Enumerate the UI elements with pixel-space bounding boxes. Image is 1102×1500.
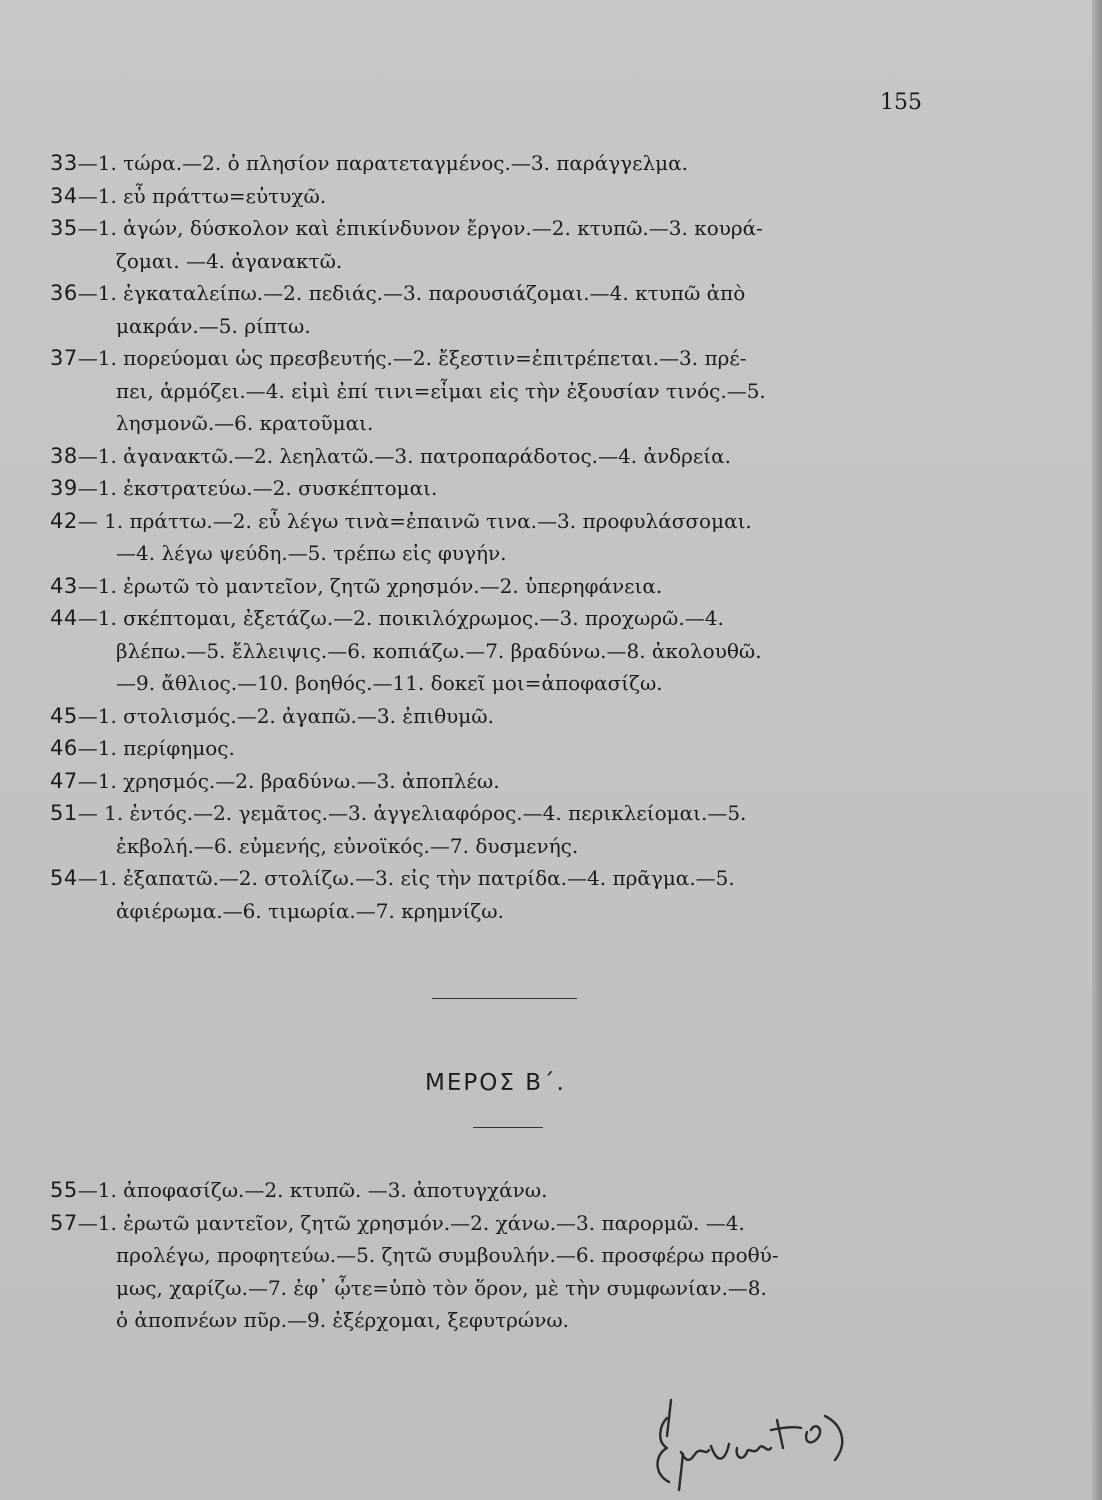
entry-text: —1. ἐγκαταλείπω.—2. πεδιάς.—3. παρουσιάζομαι.—4. κτυπῶ ἀπὸ [77, 281, 746, 305]
entry-text: —1. χρησμός.—2. βραδύνω.—3. ἀποπλέω. [77, 768, 500, 793]
entry-first-line [50, 212, 930, 245]
entry-first-line [50, 342, 930, 375]
entry-text: —1. ἐξαπατῶ.—2. στολίζω.—3. εἰς τὴν πατρίδα.—4. πρᾶγμα.—5. [77, 866, 735, 890]
entry-first-line [50, 570, 930, 603]
entry-first-line [50, 180, 930, 213]
section-title: ΜΕΡΟΣ Β΄. [425, 1070, 566, 1096]
entry-54 [50, 862, 930, 927]
entry-55 [50, 1174, 930, 1207]
entry-continuation-line: μακράν.—5. ρίπτω. [116, 313, 311, 338]
section-divider-top [432, 998, 577, 999]
entry-text: —1. στολισμός.—2. ἀγαπῶ.—3. ἐπιθυμῶ. [77, 703, 494, 728]
entry-46 [50, 732, 930, 765]
entry-text: —1. ἐρωτῶ μαντεῖον, ζητῶ χρησμόν.—2. χάνω.—3. παρορμῶ. —4. [77, 1210, 745, 1235]
entry-text: —1. πορεύομαι ὡς πρεσβευτής.—2. ἔξεστιν=ἐπιτρέπεται.—3. πρέ- [77, 346, 747, 370]
entry-number: 34 [50, 183, 78, 208]
entry-text: —1. ἐκστρατεύω.—2. συσκέπτομαι. [77, 476, 438, 500]
entry-first-line [50, 862, 930, 895]
entry-47 [50, 765, 930, 798]
entry-continuation-line: ἐκβολή.—6. εὐμενής, εὐνοϊκός.—7. δυσμενής. [116, 833, 579, 858]
entry-number: 39 [50, 476, 78, 500]
entry-first-line [50, 1174, 930, 1207]
entry-text: —1. ἀγανακτῶ.—2. λεηλατῶ.—3. πατροπαράδοτος.—4. ἀνδρεία. [77, 443, 731, 468]
entry-text: —1. ἀγών, δύσκολον καὶ ἐπικίνδυνον ἔργον.—2. κτυπῶ.—3. κουρά- [77, 216, 763, 240]
entry-45 [50, 700, 930, 733]
entry-first-line [50, 732, 930, 765]
entry-39 [50, 472, 930, 505]
entry-continuation-line: —9. ἄθλιος.—10. βοηθός.—11. δοκεῖ μοι=ἀποφασίζω. [116, 671, 663, 695]
entry-first-line [50, 505, 930, 538]
entry-number: 43 [50, 573, 78, 598]
entry-first-line [50, 700, 930, 733]
entry-first-line [50, 147, 930, 180]
entry-35 [50, 212, 930, 277]
entry-51 [50, 797, 930, 862]
entry-number: 38 [50, 443, 78, 468]
entry-text: — 1. ἐντός.—2. γεμᾶτος.—3. ἀγγελιαφόρος.—4. περικλείομαι.—5. [77, 801, 747, 825]
entry-number: 47 [50, 768, 78, 793]
entry-first-line [50, 602, 930, 635]
part-b-entries [50, 1174, 930, 1337]
part-a-entries [50, 147, 930, 927]
entry-number: 35 [50, 216, 78, 240]
entry-number: 46 [50, 736, 78, 760]
entry-first-line [50, 277, 930, 310]
entry-continuation-line: —4. λέγω ψεύδη.—5. τρέπω εἰς φυγήν. [116, 541, 507, 565]
entry-continuation-line: ἀφιέρωμα.—6. τιμωρία.—7. κρημνίζω. [116, 898, 504, 923]
entry-34 [50, 180, 930, 213]
handwritten-signature [645, 1390, 855, 1495]
entry-number: 44 [50, 606, 78, 630]
entry-number: 36 [50, 281, 78, 305]
entry-text: —1. ἀποφασίζω.—2. κτυπῶ. —3. ἀποτυγχάνω. [77, 1178, 548, 1202]
entry-number: 42 [50, 508, 78, 533]
entry-44 [50, 602, 930, 700]
entry-number: 45 [50, 703, 78, 728]
entry-text: —1. σκέπτομαι, ἐξετάζω.—2. ποικιλόχρωμος.—3. προχωρῶ.—4. [77, 606, 724, 630]
entry-number: 33 [50, 151, 78, 175]
entry-first-line [50, 765, 930, 798]
page-edge [1092, 0, 1102, 1500]
entry-first-line [50, 1207, 930, 1240]
entry-number: 37 [50, 346, 78, 370]
entry-continuation-line: ζομαι. —4. ἀγανακτῶ. [116, 248, 343, 273]
entry-36 [50, 277, 930, 342]
entry-text: —1. περίφημος. [77, 736, 235, 760]
page-number: 155 [880, 90, 922, 115]
entry-42 [50, 505, 930, 570]
entry-continuation-line: μως, χαρίζω.—7. ἐφ᾽ ᾧτε=ὑπὸ τὸν ὅρον, μὲ τὴν συμφωνίαν.—8. [116, 1275, 767, 1300]
entry-33 [50, 147, 930, 180]
entry-first-line [50, 472, 930, 505]
entry-text: — 1. πράττω.—2. εὖ λέγω τινὰ=ἐπαινῶ τινα.—3. προφυλάσσομαι. [77, 508, 752, 533]
entry-text: —1. εὖ πράττω=εὐτυχῶ. [77, 183, 327, 208]
entry-continuation-line: πει, ἁρμόζει.—4. εἰμὶ ἐπί τινι=εἶμαι εἰς τὴν ἐξουσίαν τινός.—5. [116, 378, 766, 403]
entry-continuation-line: βλέπω.—5. ἔλλειψις.—6. κοπιάζω.—7. βραδύνω.—8. ἀκολουθῶ. [116, 638, 762, 663]
section-divider-bottom [473, 1127, 543, 1128]
entry-first-line [50, 797, 930, 830]
entry-38 [50, 440, 930, 473]
entry-number: 51 [50, 801, 78, 825]
entry-first-line [50, 440, 930, 473]
entry-continuation-line: ὁ ἀποπνέων πῦρ.—9. ἐξέρχομαι, ξεφυτρώνω. [116, 1308, 570, 1332]
entry-text: —1. τώρα.—2. ὁ πλησίον παρατεταγμένος.—3. παράγγελμα. [77, 151, 688, 175]
entry-43 [50, 570, 930, 603]
entry-number: 54 [50, 866, 78, 890]
entry-continuation-line: λησμονῶ.—6. κρατοῦμαι. [116, 411, 374, 435]
entry-37 [50, 342, 930, 440]
entry-number: 55 [50, 1178, 78, 1202]
entry-continuation-line: προλέγω, προφητεύω.—5. ζητῶ συμβουλήν.—6. προσφέρω προθύ- [116, 1243, 779, 1267]
entry-57 [50, 1207, 930, 1337]
entry-text: —1. ἐρωτῶ τὸ μαντεῖον, ζητῶ χρησμόν.—2. ὑπερηφάνεια. [77, 573, 663, 598]
entry-number: 57 [50, 1210, 78, 1235]
